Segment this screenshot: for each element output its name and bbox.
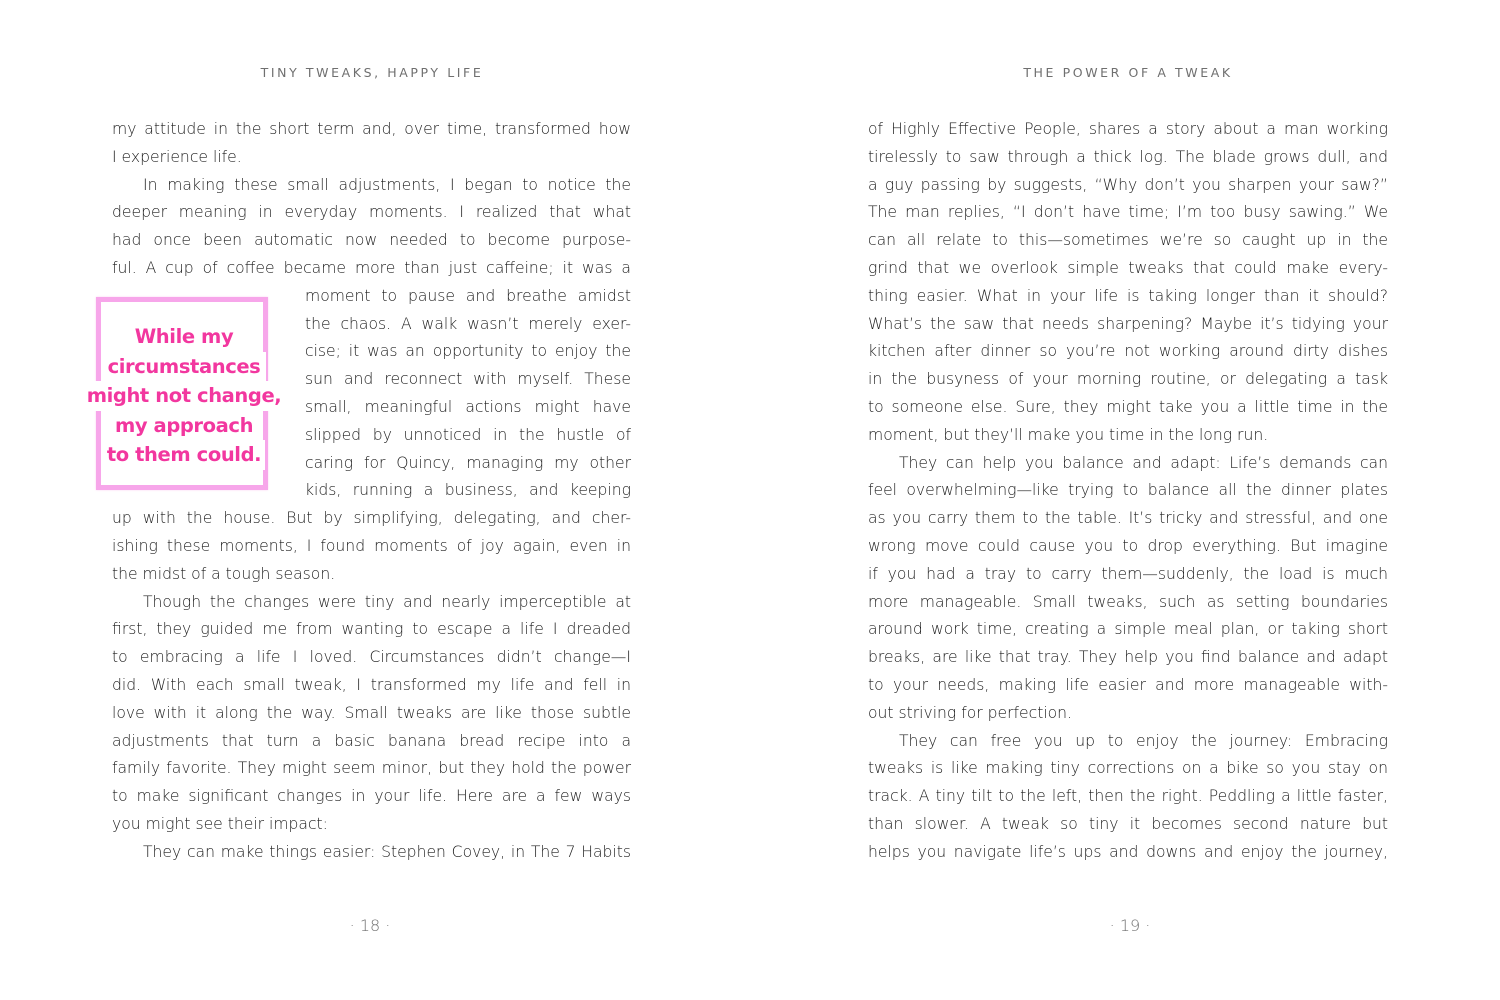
text-line: if you had a tray to carry them—suddenly, the load is much [868, 564, 1388, 583]
text-line: as you carry them to the table. It’s tricky and stressful, and one [868, 509, 1388, 528]
text-line: tweaks is like making tiny corrections on a bike so you stay on [868, 759, 1388, 778]
text-line: sun and reconnect with myself. These [305, 370, 631, 389]
pull-quote-line: my approach [105, 411, 263, 441]
text-line: up with the house. But by simplifying, delegating, and cher- [112, 509, 631, 528]
text-line: to embracing a life I loved. Circumstances didn’t change—I [112, 648, 631, 667]
text-line: ishing these moments, I found moments of joy again, even in [112, 536, 631, 555]
text-line: breaks, are like that tray. They help you find balance and adapt [868, 648, 1388, 667]
pull-quote-line: circumstances [102, 352, 266, 382]
text-line: did. With each small tweak, I transformed my life and fell in [112, 675, 631, 694]
text-line: family favorite. They might seem minor, but they hold the power [112, 759, 631, 778]
text-line: grind that we overlook simple tweaks that could make every- [868, 258, 1388, 277]
text-line: kids, running a business, and keeping [305, 481, 631, 500]
text-line: to your needs, making life easier and more manageable with- [868, 675, 1388, 694]
text-line: first, they guided me from wanting to escape a life I dreaded [112, 620, 631, 639]
text-line: to someone else. Sure, they might take you a little time in the [868, 397, 1388, 416]
text-line: had once been automatic now needed to become purpose- [112, 231, 631, 250]
text-line: the chaos. A walk wasn’t merely exer- [305, 314, 631, 333]
text-line: They can free you up to enjoy the journey: Embracing [899, 731, 1388, 750]
text-line: in the busyness of your morning routine, or delegating a task [868, 370, 1388, 389]
right-running-head: THE POWER OF A TWEAK [1023, 65, 1233, 80]
page-number: · 18 · [349, 916, 391, 935]
text-line: my attitude in the short term and, over time, transformed how [112, 120, 631, 138]
text-line: small, meaningful actions might have [305, 397, 631, 416]
text-line: thing easier. What in your life is taking longer than it should? [868, 286, 1388, 305]
text-line: They can make things easier: Stephen Covey, in The 7 Habits [143, 842, 631, 861]
text-line: moment, but they’ll make you time in the long run. [868, 425, 1269, 444]
text-line: The man replies, “I don’t have time; I’m too busy sawing.” We [868, 203, 1388, 222]
pull-quote-line: While my [130, 322, 238, 352]
pull-quote-line: to them could. [103, 440, 265, 470]
right-body-text [868, 116, 1388, 867]
right-page [750, 0, 1500, 1000]
text-line: I experience life. [112, 147, 242, 166]
text-line: can all relate to this—sometimes we’re so caught up in the [868, 231, 1388, 250]
pull-quote-line: might not change, [84, 381, 284, 411]
text-line: to make significant changes in your life. Here are a few ways [112, 787, 631, 806]
left-body-text [112, 116, 631, 867]
text-line: slipped by unnoticed in the hustle of [305, 425, 631, 444]
text-line: out striving for perfection. [868, 703, 1073, 722]
text-line: kitchen after dinner so you’re not working around dirty dishes [868, 342, 1388, 361]
text-line: a guy passing by suggests, “Why don’t you sharpen your saw?” [868, 175, 1388, 194]
text-line: moment to pause and breathe amidst [305, 286, 631, 305]
text-line: the midst of a tough season. [112, 564, 336, 583]
text-line: you might see their impact: [112, 814, 328, 833]
page-number: · 19 · [1109, 916, 1151, 935]
text-line: love with it along the way. Small tweaks are like those subtle [112, 703, 631, 722]
text-line: caring for Quincy, managing my other [305, 453, 631, 472]
text-line: adjustments that turn a basic banana bread recipe into a [112, 731, 631, 750]
text-line: cise; it was an opportunity to enjoy the [305, 342, 631, 361]
text-line: They can help you balance and adapt: Life’s demands can [899, 453, 1388, 472]
text-line: track. A tiny tilt to the left, then the right. Peddling a little faster, [868, 787, 1388, 806]
left-running-head: TINY TWEAKS, HAPPY LIFE [260, 65, 484, 80]
text-line: ful. A cup of coffee became more than just caffeine; it was a [112, 258, 631, 277]
text-line: Though the changes were tiny and nearly imperceptible at [143, 592, 631, 611]
text-line: more manageable. Small tweaks, such as setting boundaries [868, 592, 1388, 611]
text-line: In making these small adjustments, I began to notice the [143, 175, 631, 194]
text-line: deeper meaning in everyday moments. I realized that what [112, 203, 631, 222]
text-line: What’s the saw that needs sharpening? Maybe it’s tidying your [868, 314, 1388, 333]
text-line: around work time, creating a simple meal plan, or taking short [868, 620, 1388, 639]
text-line: feel overwhelming—like trying to balance all the dinner plates [868, 481, 1388, 500]
text-line: wrong move could cause you to drop everything. But imagine [868, 536, 1388, 555]
text-line: of Highly Effective People, shares a story about a man working [868, 120, 1388, 138]
text-line: tirelessly to saw through a thick log. The blade grows dull, and [868, 147, 1388, 166]
text-line: than slower. A tweak so tiny it becomes second nature but [868, 814, 1388, 833]
text-line: helps you navigate life’s ups and downs and enjoy the journey, [868, 842, 1388, 861]
